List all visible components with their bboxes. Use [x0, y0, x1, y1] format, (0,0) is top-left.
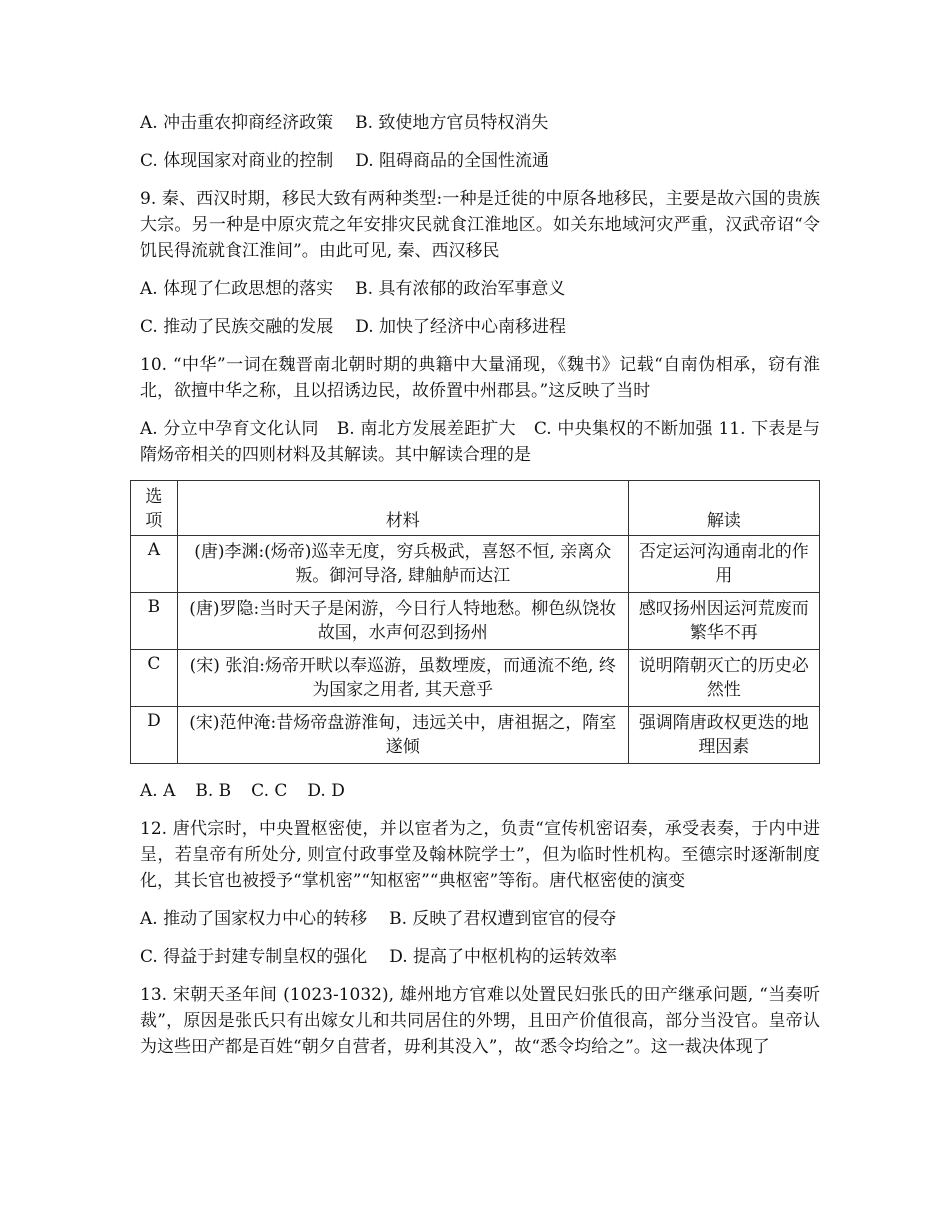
q11-option-b: B. B: [195, 781, 232, 801]
q11-table-header-row: [131, 481, 820, 536]
q11-row-material: (唐)李渊:(炀帝)巡幸无度，穷兵极武，喜怒不恒, 亲离众叛。御河导洛, 肆舳舻而达江: [177, 536, 628, 593]
q11-row-option: C: [131, 650, 178, 707]
q12-option-b: B. 反映了君权遭到宦官的侵夺: [389, 909, 617, 929]
table-row: [131, 707, 820, 764]
q9-options-row-1: [140, 276, 820, 302]
q11-header-option-line2: 项: [145, 511, 163, 531]
q11-header-interpretation: 解读: [628, 481, 819, 536]
q13-stem: 13. 宋朝天圣年间 (1023-1032), 雄州地方官难以处置民妇张氏的田产继承问题, “当奏听裁”，原因是张氏只有出嫁女儿和共同居住的外甥，且田产价值很高，部分当没官。皇帝认为这些田产都是百姓“朝夕自营者，毋利其没入”，故“悉令均给之”。这一裁决体现了: [140, 985, 820, 1057]
q9-options-row-2: [140, 314, 820, 340]
q11-header-option: [131, 481, 178, 536]
q12-option-d: D. 提高了中枢机构的运转效率: [389, 947, 618, 967]
q11-option-d: D. D: [307, 781, 345, 801]
q11-row-material: (唐)罗隐:当时天子是闲游，今日行人特地愁。柳色纵饶妆故国，水声何忍到扬州: [177, 593, 628, 650]
q11-row-material: (宋)范仲淹:昔炀帝盘游淮甸，违远关中，唐祖据之，隋室遂倾: [177, 707, 628, 764]
table-row: [131, 593, 820, 650]
q12-option-c: C. 得益于封建专制皇权的强化: [140, 947, 368, 967]
exam-page: [140, 110, 820, 1072]
table-row: [131, 536, 820, 593]
q9-option-a: A. 体现了仁政思想的落实: [140, 279, 334, 299]
q10-option-c-and-q11-stem: C. 中央集权的不断加强 11. 下表是与隋炀帝相关的四则材料及其解读。其中解读合理的是: [140, 419, 820, 465]
q11-row-material: (宋) 张洎:炀帝开畎以奉巡游，虽数堙废，而通流不绝, 终为国家之用者, 其天意乎: [177, 650, 628, 707]
q11-row-option: D: [131, 707, 178, 764]
q12-option-a: A. 推动了国家权力中心的转移: [140, 909, 368, 929]
q11-table: [130, 480, 820, 764]
q8-option-a: A. 冲击重农抑商经济政策: [140, 113, 334, 133]
q11-option-c: C. C: [251, 781, 288, 801]
q9-option-b: B. 具有浓郁的政治军事意义: [355, 279, 566, 299]
q11-row-interpretation: 感叹扬州因运河荒废而繁华不再: [628, 593, 819, 650]
table-row: [131, 650, 820, 707]
q9-option-d: D. 加快了经济中心南移进程: [355, 317, 567, 337]
q11-header-option-line1: 选: [145, 487, 163, 507]
q8-options-row-2: [140, 148, 820, 174]
q12-stem: 12. 唐代宗时，中央置枢密使，并以宦者为之，负责“宣传机密诏奏，承受表奏，于内中进呈，若皇帝有所处分, 则宣付政事堂及翰林院学士”，但为临时性机构。至德宗时逐渐制度化，其长官也被授予“掌机密”“知枢密”“典枢密”等衔。唐代枢密使的演变: [140, 819, 820, 891]
q11-row-interpretation: 强调隋唐政权更迭的地理因素: [628, 707, 819, 764]
q12-options-row-1: [140, 906, 820, 932]
q11-option-a: A. A: [140, 781, 176, 801]
q11-answer-options: [140, 778, 820, 804]
q11-header-material: 材料: [177, 481, 628, 536]
q12-options-row-2: [140, 944, 820, 970]
q11-row-interpretation: 否定运河沟通南北的作用: [628, 536, 819, 593]
q10-stem: 10. “中华”一词在魏晋南北朝时期的典籍中大量涌现，《魏书》记载“自南伪相承，窃有淮北，欲擅中华之称，且以招诱边民，故侨置中州郡县。”这反映了当时: [140, 355, 820, 401]
q8-option-c: C. 体现国家对商业的控制: [140, 151, 334, 171]
q8-option-d: D. 阻碍商品的全国性流通: [355, 151, 550, 171]
q10-option-a: A. 分立中孕育文化认同: [140, 419, 319, 439]
q11-row-interpretation: 说明隋朝灭亡的历史必然性: [628, 650, 819, 707]
q9-option-c: C. 推动了民族交融的发展: [140, 317, 334, 337]
q11-row-option: B: [131, 593, 178, 650]
q10-option-b: B. 南北方发展差距扩大: [336, 419, 516, 439]
q11-row-option: A: [131, 536, 178, 593]
q8-option-b: B. 致使地方官员特权消失: [355, 113, 549, 133]
q10-options: [140, 416, 820, 468]
q8-options-row-1: [140, 110, 820, 136]
q9-stem: 9. 秦、西汉时期，移民大致有两种类型:一种是迁徙的中原各地移民，主要是故六国的贵族大宗。另一种是中原灾荒之年安排灾民就食江淮地区。如关东地域河灾严重，汉武帝诏“令饥民得流就食江淮间”。由此可见, 秦、西汉移民: [140, 189, 820, 261]
